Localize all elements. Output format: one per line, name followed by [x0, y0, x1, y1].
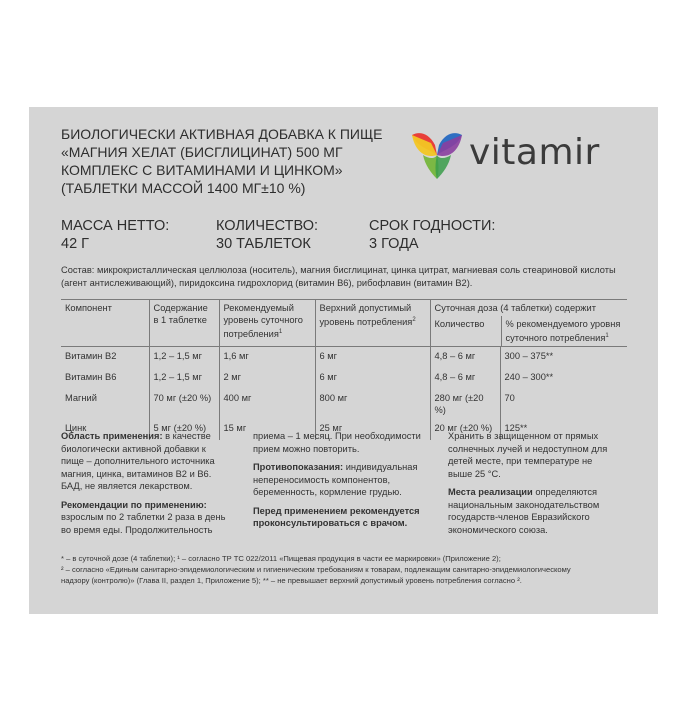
cell-recommended: 2 мг [219, 368, 315, 389]
quantity [216, 217, 318, 253]
table-row [61, 368, 627, 389]
header-daily-title: Суточная доза (4 таблетки) содержит [434, 303, 596, 313]
cell-content: 1,2 – 1,5 мг [149, 368, 219, 389]
cell-qty: 280 мг (±20 %) [430, 389, 500, 419]
cell-upper: 6 мг [315, 347, 430, 369]
sales-places: Места реализации определяются национальным законодательством государств-членов Евразийского экономического союза. [448, 487, 600, 535]
net-mass-label: МАССА НЕТТО: [61, 218, 170, 234]
cell-recommended: 15 мг [219, 419, 315, 440]
header-daily-pct: % рекомендуемого уровня суточного потребления$^1$ [501, 316, 628, 346]
footnote: ² – согласно «Единым санитарно-эпидемиологическим и гигиеническим требованиям к товарам, подлежащим санитарно-эпидемиологическому [61, 565, 571, 574]
cell-upper: 6 мг [315, 368, 430, 389]
header-recommended: Рекомендуемый уровень суточного потребления$^1$ [219, 300, 315, 347]
brand-name: vitamir [469, 132, 600, 173]
shelf-life-label: СРОК ГОДНОСТИ: [369, 218, 496, 234]
header-upper: Верхний допустимый уровень потребления$^2$ [315, 300, 430, 347]
cell-pct: 240 – 300** [500, 368, 627, 389]
title-line: (ТАБЛЕТКИ МАССОЙ 1400 МГ±10 %) [61, 180, 306, 196]
cell-upper: 25 мг [315, 419, 430, 440]
product-label [29, 107, 658, 614]
footnote: надзору (контролю)» (Глава II, раздел 1, Приложение 5); ** – не превышает верхний допустимый уровень потребления согласно ². [61, 576, 522, 585]
footnote: * – в суточной дозе (4 таблетки); ¹ – согласно ТР ТС 022/2011 «Пищевая продукция в части ее маркировки» (Приложение 2); [61, 554, 501, 563]
usage-continued: приема – 1 месяц. При необходимости прием можно повторить. [253, 431, 421, 454]
info-column-1 [61, 430, 231, 542]
cell-qty: 4,8 – 6 мг [430, 347, 500, 369]
table-row [61, 389, 627, 419]
cell-component: Цинк [65, 423, 87, 434]
net-mass [61, 217, 169, 253]
cell-pct: 125** [500, 419, 627, 440]
title-line: «МАГНИЯ ХЕЛАТ (БИСГЛИЦИНАТ) 500 МГ [61, 144, 343, 160]
cell-recommended: 400 мг [219, 389, 315, 419]
vitamir-logo-icon [409, 129, 465, 181]
title-line: БИОЛОГИЧЕСКИ АКТИВНАЯ ДОБАВКА К ПИЩЕ [61, 126, 383, 142]
cell-component: Витамин В6 [65, 372, 117, 383]
header-daily [430, 300, 627, 347]
cell-qty: 4,8 – 6 мг [430, 368, 500, 389]
cell-component: Магний [65, 393, 97, 404]
quantity-label: КОЛИЧЕСТВО: [216, 218, 319, 234]
cell-component: Витамин В2 [65, 351, 117, 362]
cell-content: 1,2 – 1,5 мг [149, 347, 219, 369]
shelf-life-value: 3 ГОДА [369, 236, 419, 252]
footnotes [61, 553, 661, 586]
cell-pct: 70 [500, 389, 627, 419]
cell-pct: 300 – 375** [500, 347, 627, 369]
title-line: КОМПЛЕКС С ВИТАМИНАМИ И ЦИНКОМ» [61, 162, 343, 178]
brand-logo [409, 129, 639, 181]
header-content: Содержание в 1 таблетке [149, 300, 219, 347]
cell-upper: 800 мг [315, 389, 430, 419]
consult-doctor: Перед применением рекомендуется проконсультироваться с врачом. [253, 505, 420, 528]
usage: Рекомендации по применению: взрослым по 2 таблетки 2 раза в день во время еды. Продолжительность [61, 499, 226, 535]
header-component: Компонент [61, 300, 149, 347]
cell-content: 5 мг (±20 %) [149, 419, 219, 440]
storage: Хранить в защищенном от прямых солнечных лучей и недоступном для детей месте, при температуре не выше 25 °С. [448, 431, 608, 479]
nutrition-table [61, 299, 627, 440]
cell-qty: 20 мг (±20 %) [430, 419, 500, 440]
quantity-value: 30 ТАБЛЕТОК [216, 236, 311, 252]
scope: Область применения: в качестве биологически активной добавки к пище – дополнительного источника магния, цинка, витаминов В2 и В6. БАД, не является лекарством. [61, 431, 215, 491]
header-daily-qty: Количество [434, 319, 485, 329]
info-column-3 [448, 430, 618, 542]
net-mass-value: 42 Г [61, 236, 90, 252]
shelf-life [369, 217, 495, 253]
contraindications: Противопоказания: индивидуальная непереносимость компонентов, беременность, кормление грудью. [253, 462, 418, 497]
cell-content: 70 мг (±20 %) [149, 389, 219, 419]
product-title [61, 125, 411, 197]
composition: Состав: микрокристаллическая целлюлоза (носитель), магния бисглицинат, цинка цитрат, магниевая соль стеариновой кислоты (агент антислеживающий), пиридоксина гидрохлорид (витамин В6), рибофлавин (витамин В2). [61, 265, 616, 288]
info-column-2 [253, 430, 433, 536]
table-row [61, 347, 627, 369]
cell-recommended: 1,6 мг [219, 347, 315, 369]
table-header-row [61, 300, 627, 347]
